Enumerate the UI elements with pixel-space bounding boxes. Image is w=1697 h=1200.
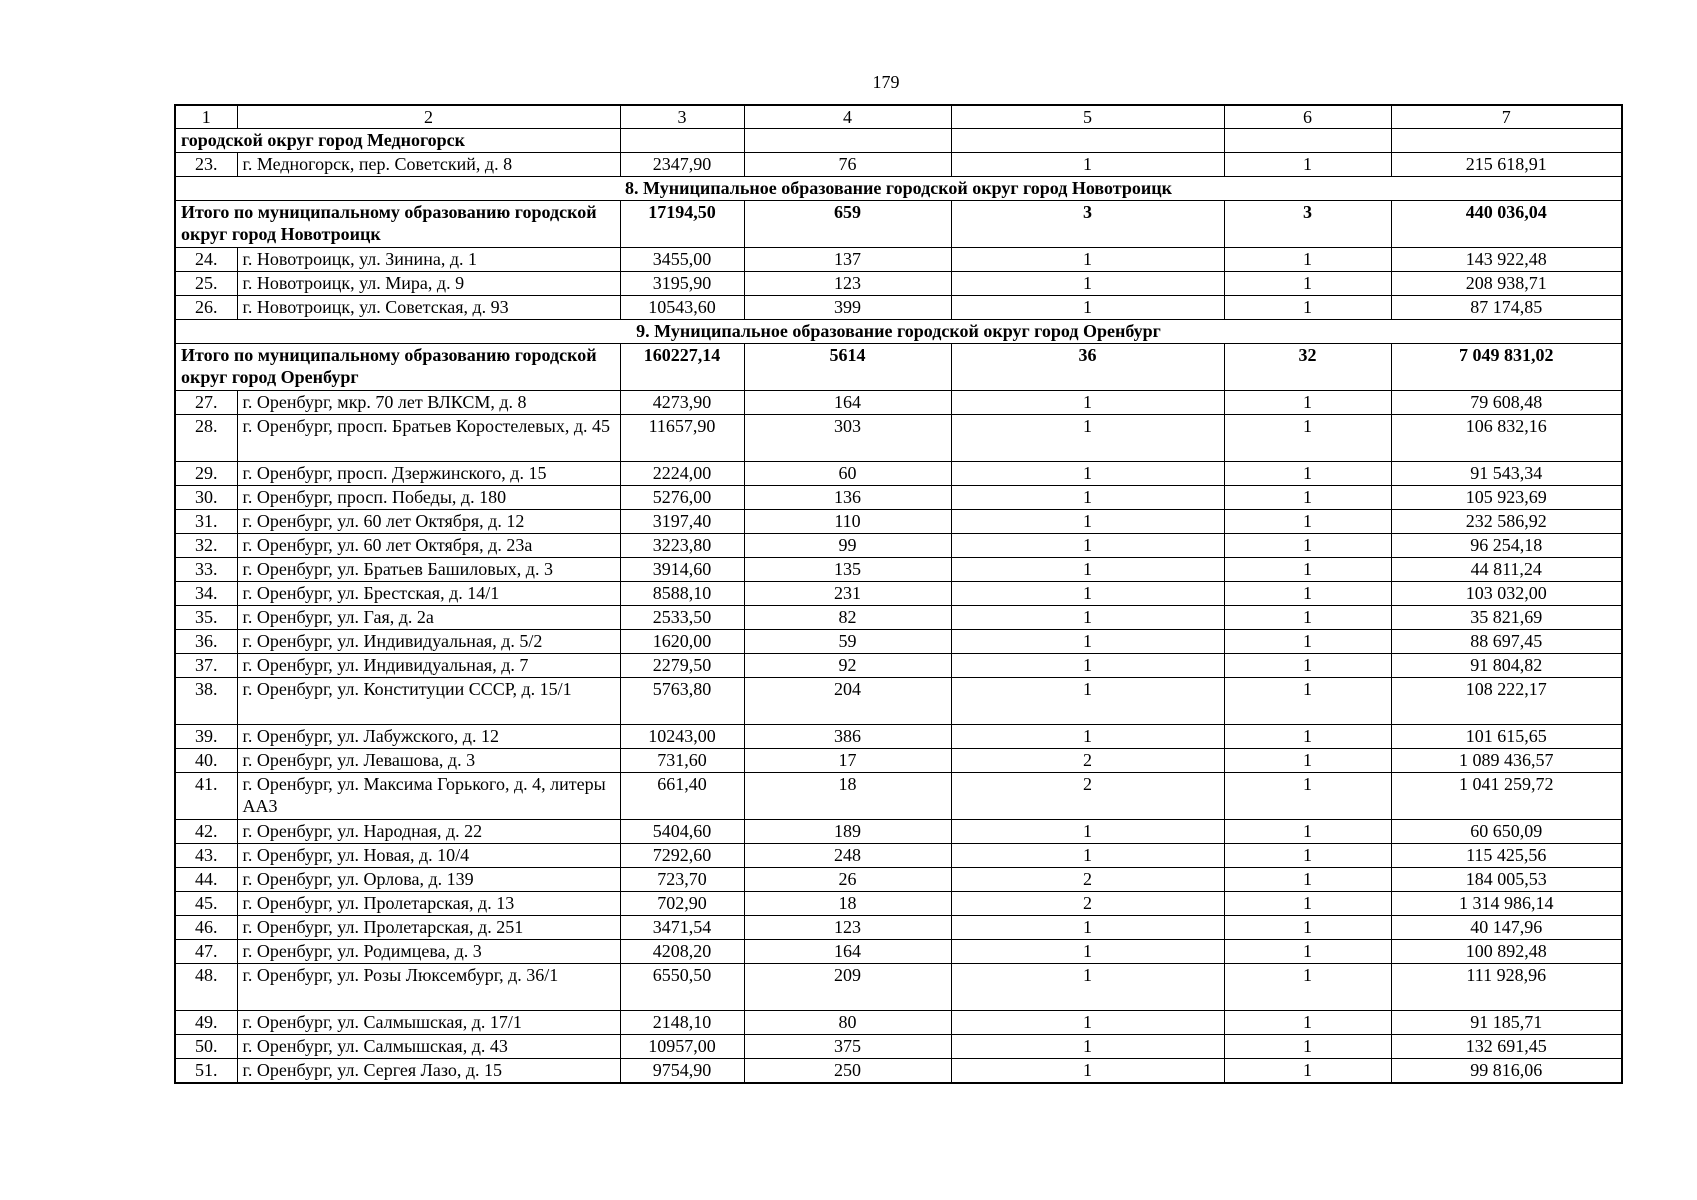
address-cell: г. Оренбург, просп. Братьев Коростелевых, д. 45 bbox=[237, 415, 620, 462]
table-row bbox=[175, 844, 1622, 868]
count-cell-2: 1 bbox=[1224, 153, 1391, 177]
count-cell: 1 bbox=[951, 916, 1224, 940]
area-cell: 10543,60 bbox=[620, 296, 744, 320]
header-cell: 2 bbox=[237, 105, 620, 129]
total-row bbox=[175, 344, 1622, 391]
group-label-row bbox=[175, 129, 1622, 153]
address-cell: г. Оренбург, ул. Брестская, д. 14/1 bbox=[237, 582, 620, 606]
count-cell-2: 1 bbox=[1224, 606, 1391, 630]
area-cell: 2347,90 bbox=[620, 153, 744, 177]
count-cell-2: 32 bbox=[1224, 344, 1391, 391]
count-cell-2: 1 bbox=[1224, 582, 1391, 606]
address-cell: г. Оренбург, ул. Орлова, д. 139 bbox=[237, 868, 620, 892]
residents-cell: 92 bbox=[744, 654, 951, 678]
cost-cell: 1 314 986,14 bbox=[1391, 892, 1622, 916]
header-cell: 5 bbox=[951, 105, 1224, 129]
area-cell: 3223,80 bbox=[620, 534, 744, 558]
table-row bbox=[175, 272, 1622, 296]
row-number: 39. bbox=[175, 725, 237, 749]
residents-cell: 204 bbox=[744, 678, 951, 725]
count-cell: 2 bbox=[951, 892, 1224, 916]
row-number: 50. bbox=[175, 1035, 237, 1059]
area-cell: 661,40 bbox=[620, 773, 744, 820]
table-row bbox=[175, 462, 1622, 486]
empty-cell bbox=[951, 129, 1224, 153]
area-cell: 10243,00 bbox=[620, 725, 744, 749]
count-cell-2: 1 bbox=[1224, 486, 1391, 510]
residents-cell: 110 bbox=[744, 510, 951, 534]
cost-cell: 1 089 436,57 bbox=[1391, 749, 1622, 773]
cost-cell: 79 608,48 bbox=[1391, 391, 1622, 415]
area-cell: 6550,50 bbox=[620, 964, 744, 1011]
row-number: 25. bbox=[175, 272, 237, 296]
count-cell: 1 bbox=[951, 272, 1224, 296]
section-row bbox=[175, 320, 1622, 344]
row-number: 48. bbox=[175, 964, 237, 1011]
page-number: 179 bbox=[872, 72, 900, 92]
table-row bbox=[175, 582, 1622, 606]
table-row bbox=[175, 678, 1622, 725]
row-number: 30. bbox=[175, 486, 237, 510]
count-cell: 2 bbox=[951, 868, 1224, 892]
table-row bbox=[175, 296, 1622, 320]
area-cell: 702,90 bbox=[620, 892, 744, 916]
row-number: 43. bbox=[175, 844, 237, 868]
residents-cell: 137 bbox=[744, 248, 951, 272]
residents-cell: 80 bbox=[744, 1011, 951, 1035]
cost-cell: 40 147,96 bbox=[1391, 916, 1622, 940]
table-row bbox=[175, 630, 1622, 654]
count-cell-2: 1 bbox=[1224, 272, 1391, 296]
address-cell: г. Оренбург, ул. Конституции СССР, д. 15/1 bbox=[237, 678, 620, 725]
empty-cell bbox=[1224, 129, 1391, 153]
row-number: 35. bbox=[175, 606, 237, 630]
residents-cell: 18 bbox=[744, 892, 951, 916]
residents-cell: 18 bbox=[744, 773, 951, 820]
residents-cell: 386 bbox=[744, 725, 951, 749]
cost-cell: 105 923,69 bbox=[1391, 486, 1622, 510]
count-cell-2: 1 bbox=[1224, 1011, 1391, 1035]
count-cell: 2 bbox=[951, 773, 1224, 820]
area-cell: 2148,10 bbox=[620, 1011, 744, 1035]
address-cell: г. Оренбург, просп. Дзержинского, д. 15 bbox=[237, 462, 620, 486]
cost-cell: 35 821,69 bbox=[1391, 606, 1622, 630]
area-cell: 3197,40 bbox=[620, 510, 744, 534]
residents-cell: 231 bbox=[744, 582, 951, 606]
count-cell: 2 bbox=[951, 749, 1224, 773]
area-cell: 160227,14 bbox=[620, 344, 744, 391]
area-cell: 9754,90 bbox=[620, 1059, 744, 1084]
cost-cell: 1 041 259,72 bbox=[1391, 773, 1622, 820]
table-row bbox=[175, 486, 1622, 510]
residents-cell: 99 bbox=[744, 534, 951, 558]
table-row bbox=[175, 1059, 1622, 1084]
area-cell: 5763,80 bbox=[620, 678, 744, 725]
residents-cell: 5614 bbox=[744, 344, 951, 391]
count-cell-2: 3 bbox=[1224, 201, 1391, 248]
cost-cell: 7 049 831,02 bbox=[1391, 344, 1622, 391]
count-cell: 1 bbox=[951, 1035, 1224, 1059]
address-cell: г. Оренбург, ул. Розы Люксембург, д. 36/1 bbox=[237, 964, 620, 1011]
header-cell: 7 bbox=[1391, 105, 1622, 129]
area-cell: 723,70 bbox=[620, 868, 744, 892]
cost-cell: 184 005,53 bbox=[1391, 868, 1622, 892]
residents-cell: 164 bbox=[744, 391, 951, 415]
residents-cell: 123 bbox=[744, 916, 951, 940]
table-row bbox=[175, 534, 1622, 558]
count-cell: 1 bbox=[951, 820, 1224, 844]
header-cell: 3 bbox=[620, 105, 744, 129]
count-cell-2: 1 bbox=[1224, 296, 1391, 320]
row-number: 37. bbox=[175, 654, 237, 678]
cost-cell: 143 922,48 bbox=[1391, 248, 1622, 272]
data-table bbox=[174, 104, 1623, 1084]
address-cell: г. Оренбург, ул. Пролетарская, д. 13 bbox=[237, 892, 620, 916]
address-cell: г. Оренбург, ул. Народная, д. 22 bbox=[237, 820, 620, 844]
address-cell: г. Оренбург, ул. Сергея Лазо, д. 15 bbox=[237, 1059, 620, 1084]
area-cell: 3914,60 bbox=[620, 558, 744, 582]
header-row bbox=[175, 105, 1622, 129]
area-cell: 4208,20 bbox=[620, 940, 744, 964]
address-cell: г. Оренбург, ул. Индивидуальная, д. 5/2 bbox=[237, 630, 620, 654]
cost-cell: 208 938,71 bbox=[1391, 272, 1622, 296]
count-cell: 36 bbox=[951, 344, 1224, 391]
address-cell: г. Оренбург, ул. Новая, д. 10/4 bbox=[237, 844, 620, 868]
row-number: 46. bbox=[175, 916, 237, 940]
row-number: 44. bbox=[175, 868, 237, 892]
address-cell: г. Оренбург, мкр. 70 лет ВЛКСМ, д. 8 bbox=[237, 391, 620, 415]
total-label: Итого по муниципальному образованию городской округ город Новотроицк bbox=[175, 201, 620, 248]
count-cell: 1 bbox=[951, 248, 1224, 272]
row-number: 34. bbox=[175, 582, 237, 606]
area-cell: 5276,00 bbox=[620, 486, 744, 510]
area-cell: 1620,00 bbox=[620, 630, 744, 654]
address-cell: г. Оренбург, ул. 60 лет Октября, д. 12 bbox=[237, 510, 620, 534]
residents-cell: 303 bbox=[744, 415, 951, 462]
empty-cell bbox=[1391, 129, 1622, 153]
area-cell: 5404,60 bbox=[620, 820, 744, 844]
address-cell: г. Оренбург, ул. Родимцева, д. 3 bbox=[237, 940, 620, 964]
count-cell-2: 1 bbox=[1224, 725, 1391, 749]
residents-cell: 375 bbox=[744, 1035, 951, 1059]
count-cell: 1 bbox=[951, 1059, 1224, 1084]
cost-cell: 87 174,85 bbox=[1391, 296, 1622, 320]
section-title: 9. Муниципальное образование городской округ город Оренбург bbox=[175, 320, 1622, 344]
section-row bbox=[175, 177, 1622, 201]
count-cell: 1 bbox=[951, 654, 1224, 678]
table-row bbox=[175, 773, 1622, 820]
area-cell: 2224,00 bbox=[620, 462, 744, 486]
row-number: 49. bbox=[175, 1011, 237, 1035]
cost-cell: 115 425,56 bbox=[1391, 844, 1622, 868]
row-number: 36. bbox=[175, 630, 237, 654]
row-number: 29. bbox=[175, 462, 237, 486]
count-cell-2: 1 bbox=[1224, 248, 1391, 272]
area-cell: 8588,10 bbox=[620, 582, 744, 606]
cost-cell: 60 650,09 bbox=[1391, 820, 1622, 844]
count-cell: 1 bbox=[951, 558, 1224, 582]
row-number: 38. bbox=[175, 678, 237, 725]
count-cell-2: 1 bbox=[1224, 1059, 1391, 1084]
cost-cell: 91 804,82 bbox=[1391, 654, 1622, 678]
cost-cell: 91 543,34 bbox=[1391, 462, 1622, 486]
residents-cell: 26 bbox=[744, 868, 951, 892]
row-number: 27. bbox=[175, 391, 237, 415]
residents-cell: 123 bbox=[744, 272, 951, 296]
cost-cell: 132 691,45 bbox=[1391, 1035, 1622, 1059]
count-cell-2: 1 bbox=[1224, 964, 1391, 1011]
residents-cell: 248 bbox=[744, 844, 951, 868]
area-cell: 7292,60 bbox=[620, 844, 744, 868]
count-cell: 1 bbox=[951, 510, 1224, 534]
count-cell: 1 bbox=[951, 415, 1224, 462]
total-row bbox=[175, 201, 1622, 248]
address-cell: г. Оренбург, ул. Максима Горького, д. 4, литеры АА3 bbox=[237, 773, 620, 820]
count-cell-2: 1 bbox=[1224, 940, 1391, 964]
address-cell: г. Оренбург, ул. Салмышская, д. 43 bbox=[237, 1035, 620, 1059]
count-cell: 1 bbox=[951, 534, 1224, 558]
residents-cell: 399 bbox=[744, 296, 951, 320]
count-cell: 1 bbox=[951, 964, 1224, 1011]
empty-cell bbox=[744, 129, 951, 153]
residents-cell: 250 bbox=[744, 1059, 951, 1084]
cost-cell: 111 928,96 bbox=[1391, 964, 1622, 1011]
row-number: 51. bbox=[175, 1059, 237, 1084]
area-cell: 17194,50 bbox=[620, 201, 744, 248]
row-number: 41. bbox=[175, 773, 237, 820]
cost-cell: 88 697,45 bbox=[1391, 630, 1622, 654]
count-cell: 1 bbox=[951, 725, 1224, 749]
count-cell-2: 1 bbox=[1224, 678, 1391, 725]
table-row bbox=[175, 964, 1622, 1011]
area-cell: 2533,50 bbox=[620, 606, 744, 630]
address-cell: г. Оренбург, ул. Гая, д. 2а bbox=[237, 606, 620, 630]
cost-cell: 232 586,92 bbox=[1391, 510, 1622, 534]
empty-cell bbox=[620, 129, 744, 153]
count-cell-2: 1 bbox=[1224, 892, 1391, 916]
row-number: 24. bbox=[175, 248, 237, 272]
table-row bbox=[175, 749, 1622, 773]
count-cell-2: 1 bbox=[1224, 749, 1391, 773]
count-cell: 1 bbox=[951, 630, 1224, 654]
area-cell: 3195,90 bbox=[620, 272, 744, 296]
area-cell: 10957,00 bbox=[620, 1035, 744, 1059]
count-cell: 1 bbox=[951, 1011, 1224, 1035]
residents-cell: 17 bbox=[744, 749, 951, 773]
table-row bbox=[175, 391, 1622, 415]
table-row bbox=[175, 248, 1622, 272]
table-row bbox=[175, 606, 1622, 630]
cost-cell: 44 811,24 bbox=[1391, 558, 1622, 582]
cost-cell: 99 816,06 bbox=[1391, 1059, 1622, 1084]
table-row bbox=[175, 415, 1622, 462]
address-cell: г. Новотроицк, ул. Мира, д. 9 bbox=[237, 272, 620, 296]
count-cell: 1 bbox=[951, 844, 1224, 868]
table-row bbox=[175, 725, 1622, 749]
table-row bbox=[175, 868, 1622, 892]
residents-cell: 189 bbox=[744, 820, 951, 844]
row-number: 23. bbox=[175, 153, 237, 177]
header-cell: 4 bbox=[744, 105, 951, 129]
count-cell: 3 bbox=[951, 201, 1224, 248]
cost-cell: 103 032,00 bbox=[1391, 582, 1622, 606]
count-cell-2: 1 bbox=[1224, 868, 1391, 892]
count-cell: 1 bbox=[951, 462, 1224, 486]
address-cell: г. Медногорск, пер. Советский, д. 8 bbox=[237, 153, 620, 177]
count-cell-2: 1 bbox=[1224, 415, 1391, 462]
count-cell: 1 bbox=[951, 582, 1224, 606]
area-cell: 3455,00 bbox=[620, 248, 744, 272]
table-row bbox=[175, 558, 1622, 582]
area-cell: 11657,90 bbox=[620, 415, 744, 462]
address-cell: г. Новотроицк, ул. Зинина, д. 1 bbox=[237, 248, 620, 272]
count-cell: 1 bbox=[951, 153, 1224, 177]
area-cell: 731,60 bbox=[620, 749, 744, 773]
area-cell: 2279,50 bbox=[620, 654, 744, 678]
residents-cell: 60 bbox=[744, 462, 951, 486]
residents-cell: 659 bbox=[744, 201, 951, 248]
cost-cell: 440 036,04 bbox=[1391, 201, 1622, 248]
residents-cell: 59 bbox=[744, 630, 951, 654]
table-row bbox=[175, 510, 1622, 534]
cost-cell: 100 892,48 bbox=[1391, 940, 1622, 964]
table-row bbox=[175, 940, 1622, 964]
cost-cell: 108 222,17 bbox=[1391, 678, 1622, 725]
cost-cell: 101 615,65 bbox=[1391, 725, 1622, 749]
residents-cell: 82 bbox=[744, 606, 951, 630]
count-cell: 1 bbox=[951, 296, 1224, 320]
count-cell-2: 1 bbox=[1224, 773, 1391, 820]
count-cell-2: 1 bbox=[1224, 391, 1391, 415]
residents-cell: 209 bbox=[744, 964, 951, 1011]
count-cell: 1 bbox=[951, 940, 1224, 964]
cost-cell: 96 254,18 bbox=[1391, 534, 1622, 558]
count-cell-2: 1 bbox=[1224, 820, 1391, 844]
count-cell: 1 bbox=[951, 606, 1224, 630]
count-cell-2: 1 bbox=[1224, 916, 1391, 940]
count-cell-2: 1 bbox=[1224, 1035, 1391, 1059]
count-cell-2: 1 bbox=[1224, 462, 1391, 486]
row-number: 31. bbox=[175, 510, 237, 534]
count-cell-2: 1 bbox=[1224, 844, 1391, 868]
table-row bbox=[175, 153, 1622, 177]
table-row bbox=[175, 892, 1622, 916]
address-cell: г. Оренбург, просп. Победы, д. 180 bbox=[237, 486, 620, 510]
table-row bbox=[175, 1011, 1622, 1035]
address-cell: г. Оренбург, ул. Братьев Башиловых, д. 3 bbox=[237, 558, 620, 582]
address-cell: г. Оренбург, ул. 60 лет Октября, д. 23а bbox=[237, 534, 620, 558]
residents-cell: 76 bbox=[744, 153, 951, 177]
residents-cell: 136 bbox=[744, 486, 951, 510]
count-cell-2: 1 bbox=[1224, 630, 1391, 654]
address-cell: г. Оренбург, ул. Левашова, д. 3 bbox=[237, 749, 620, 773]
header-cell: 6 bbox=[1224, 105, 1391, 129]
table-row bbox=[175, 1035, 1622, 1059]
residents-cell: 135 bbox=[744, 558, 951, 582]
address-cell: г. Оренбург, ул. Салмышская, д. 17/1 bbox=[237, 1011, 620, 1035]
group-label: городской округ город Медногорск bbox=[175, 129, 620, 153]
table-row bbox=[175, 654, 1622, 678]
row-number: 45. bbox=[175, 892, 237, 916]
residents-cell: 164 bbox=[744, 940, 951, 964]
row-number: 47. bbox=[175, 940, 237, 964]
count-cell: 1 bbox=[951, 486, 1224, 510]
area-cell: 4273,90 bbox=[620, 391, 744, 415]
cost-cell: 91 185,71 bbox=[1391, 1011, 1622, 1035]
total-label: Итого по муниципальному образованию городской округ город Оренбург bbox=[175, 344, 620, 391]
count-cell-2: 1 bbox=[1224, 654, 1391, 678]
address-cell: г. Новотроицк, ул. Советская, д. 93 bbox=[237, 296, 620, 320]
address-cell: г. Оренбург, ул. Лабужского, д. 12 bbox=[237, 725, 620, 749]
row-number: 42. bbox=[175, 820, 237, 844]
row-number: 33. bbox=[175, 558, 237, 582]
cost-cell: 215 618,91 bbox=[1391, 153, 1622, 177]
count-cell: 1 bbox=[951, 678, 1224, 725]
row-number: 28. bbox=[175, 415, 237, 462]
cost-cell: 106 832,16 bbox=[1391, 415, 1622, 462]
count-cell-2: 1 bbox=[1224, 534, 1391, 558]
count-cell: 1 bbox=[951, 391, 1224, 415]
row-number: 40. bbox=[175, 749, 237, 773]
count-cell-2: 1 bbox=[1224, 510, 1391, 534]
row-number: 26. bbox=[175, 296, 237, 320]
address-cell: г. Оренбург, ул. Пролетарская, д. 251 bbox=[237, 916, 620, 940]
count-cell-2: 1 bbox=[1224, 558, 1391, 582]
header-cell: 1 bbox=[175, 105, 237, 129]
table-row bbox=[175, 916, 1622, 940]
address-cell: г. Оренбург, ул. Индивидуальная, д. 7 bbox=[237, 654, 620, 678]
row-number: 32. bbox=[175, 534, 237, 558]
area-cell: 3471,54 bbox=[620, 916, 744, 940]
section-title: 8. Муниципальное образование городской округ город Новотроицк bbox=[175, 177, 1622, 201]
table-row bbox=[175, 820, 1622, 844]
